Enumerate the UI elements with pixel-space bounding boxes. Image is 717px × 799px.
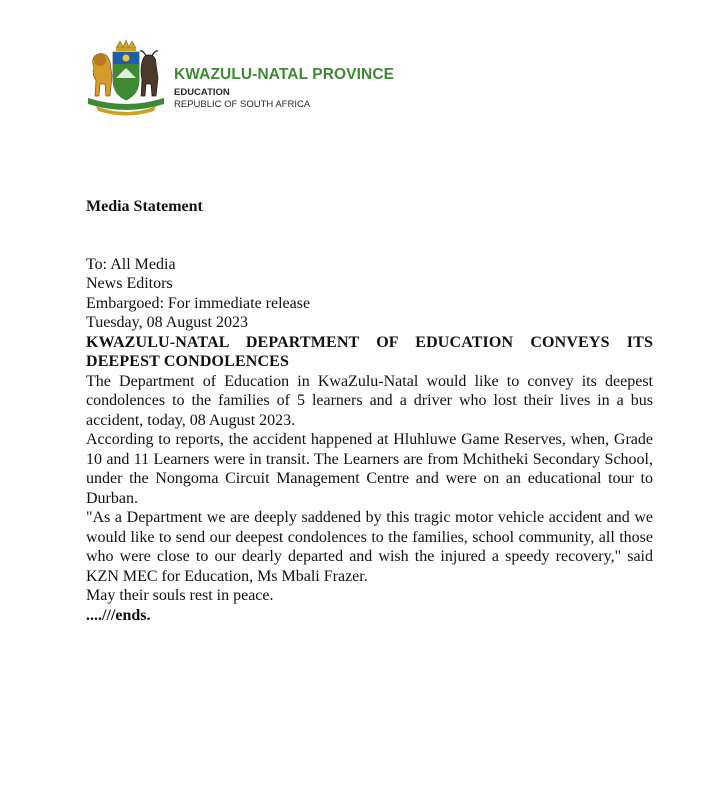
- statement-date: Tuesday, 08 August 2023: [86, 314, 248, 331]
- ends-marker: ....///ends.: [86, 606, 151, 624]
- recipients-block: [86, 255, 653, 314]
- coat-of-arms-icon: [80, 38, 172, 118]
- recipient-line: News Editors: [86, 275, 173, 292]
- republic-name: REPUBLIC OF SOUTH AFRICA: [174, 99, 311, 110]
- recipient-line: To: All Media: [86, 255, 176, 273]
- paragraph: According to reports, the accident happened at Hluhluwe Game Reserves, when, Grade 10 and 11 Learners were in transit. The Learners are from Mchitheki Secondary School, under the Nongoma Circuit Management Centre and were on an educational tour to Durban.: [86, 431, 653, 507]
- statement-body: [86, 197, 653, 625]
- headline: KWAZULU-NATAL DEPARTMENT OF EDUCATION CONVEYS ITS DEEPEST CONDOLENCES: [86, 333, 653, 370]
- letterhead-text: [174, 66, 394, 111]
- paragraph: "As a Department we are deeply saddened by this tragic motor vehicle accident and we would like to send our deepest condolences to the families, school community, all those who were close to our dearly departed and wish the injured a speedy recovery," said KZN MEC for Education, Ms Mbali Frazer.: [86, 509, 653, 585]
- province-name: KWAZULU-NATAL PROVINCE: [174, 66, 395, 83]
- recipient-line: Embargoed: For immediate release: [86, 294, 311, 312]
- statement-title: Media Statement: [86, 198, 203, 215]
- closing-line: May their souls rest in peace.: [86, 587, 274, 604]
- paragraph: The Department of Education in KwaZulu-Natal would like to convey its deepest condolences to the families of 5 learners and a driver who lost their lives in a bus accident, today, 08 August 2023.: [86, 372, 653, 429]
- department-name: EDUCATION: [174, 87, 230, 98]
- letterhead: [80, 38, 480, 118]
